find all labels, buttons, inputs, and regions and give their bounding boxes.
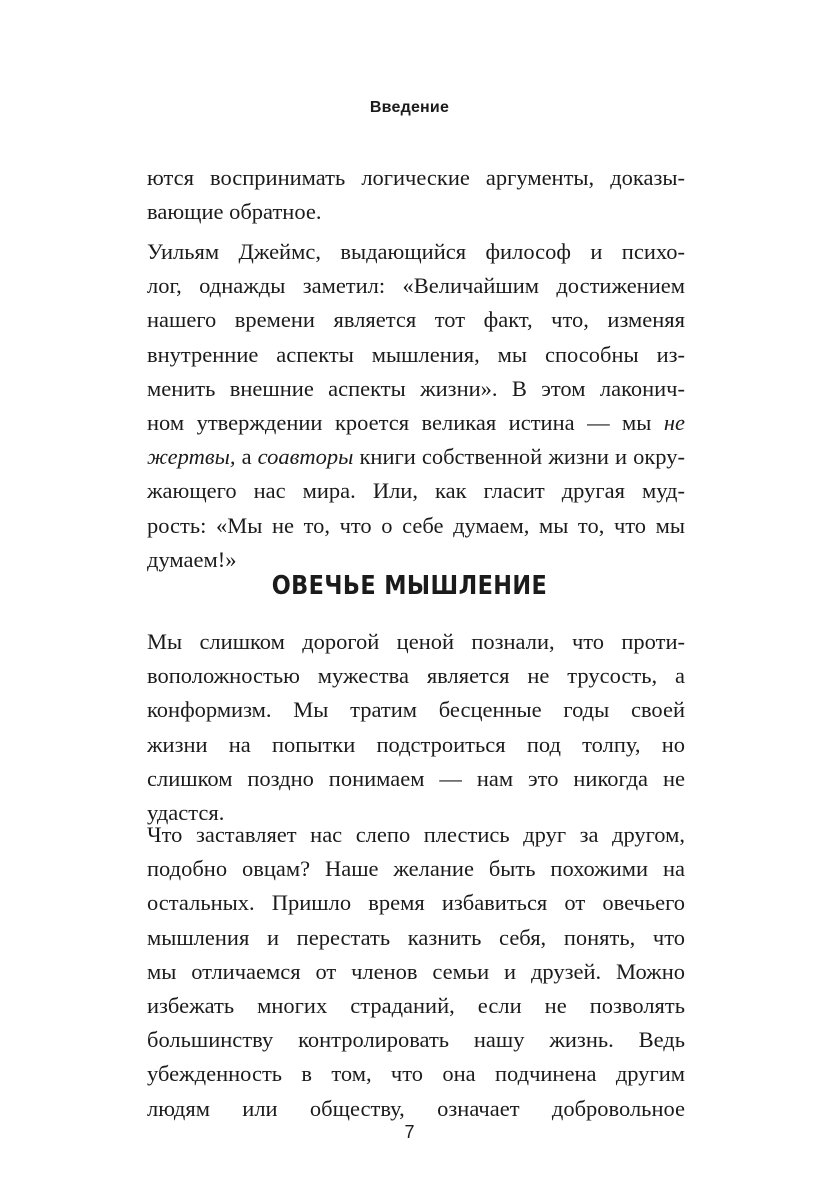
text-line: лог, однажды заметил: «Величайшим достижением: [147, 273, 685, 299]
text-line: вающие обратное.: [147, 199, 322, 225]
text-line: Мы слишком дорогой ценой познали, что проти-: [147, 629, 685, 654]
text-line: убежденность в том, что она подчинена другим: [147, 1061, 685, 1087]
italic-segment: соавторы: [257, 444, 354, 470]
text-line: удастся.: [147, 799, 225, 825]
text-line: избежать многих страданий, если не позволять: [147, 992, 685, 1018]
page-number: 7: [404, 1122, 415, 1142]
italic-segment: жертвы,: [147, 444, 236, 470]
text-line: Уильям Джеймс, выдающийся философ и психо-: [147, 239, 685, 264]
text-line: жающего нас мира. Или, как гласит другая муд-: [147, 478, 685, 504]
text-line: мышления и перестать казнить себя, понять, что: [147, 924, 685, 950]
text-line: внутренние аспекты мышления, мы способны из-: [147, 341, 685, 367]
text-segment: ном утверждении кроется великая истина — мы: [147, 409, 652, 435]
text-line: нашего времени является тот факт, что, изменяя: [147, 307, 685, 333]
text-segment: книги собственной жизни и окру-: [359, 444, 685, 470]
text-line: воположностью мужества является не трусость, а: [147, 663, 685, 689]
text-line: рость: «Мы не то, что о себе думаем, мы то, что мы: [147, 512, 685, 538]
paragraph-2: [147, 235, 685, 577]
paragraph-4: [147, 818, 685, 1126]
text-line: Что заставляет нас слепо плестись друг за другом,: [147, 822, 685, 847]
text-line-mixed: [147, 406, 685, 440]
text-line: большинству контролировать нашу жизнь. Ведь: [147, 1027, 685, 1053]
running-head: Введение: [369, 99, 450, 116]
paragraph-3: [147, 625, 685, 830]
text-line: конформизм. Мы тратим бесценные годы своей: [147, 697, 685, 723]
text-line-mixed: [147, 440, 685, 474]
text-line: думаем!»: [147, 546, 237, 572]
text-line: менить внешние аспекты жизни». В этом лаконич-: [147, 375, 685, 401]
text-line: подобно овцам? Наше желание быть похожими на: [147, 856, 685, 882]
italic-segment: не: [663, 409, 685, 435]
paragraph-1: [147, 161, 685, 229]
text-line: остальных. Пришло время избавиться от овечьего: [147, 890, 685, 916]
text-line: мы отличаемся от членов семьи и друзей. Можно: [147, 958, 685, 984]
text-line: жизни на попытки подстроиться под толпу, но: [147, 731, 685, 757]
section-heading: ОВЕЧЬЕ МЫШЛЕНИЕ: [271, 571, 548, 601]
text-line: ются воспринимать логические аргументы, доказы-: [147, 165, 685, 190]
text-segment: а: [241, 444, 252, 470]
text-line: слишком поздно понимаем — нам это никогда не: [147, 765, 685, 791]
text-line: людям или обществу, означает добровольное: [147, 1095, 685, 1121]
